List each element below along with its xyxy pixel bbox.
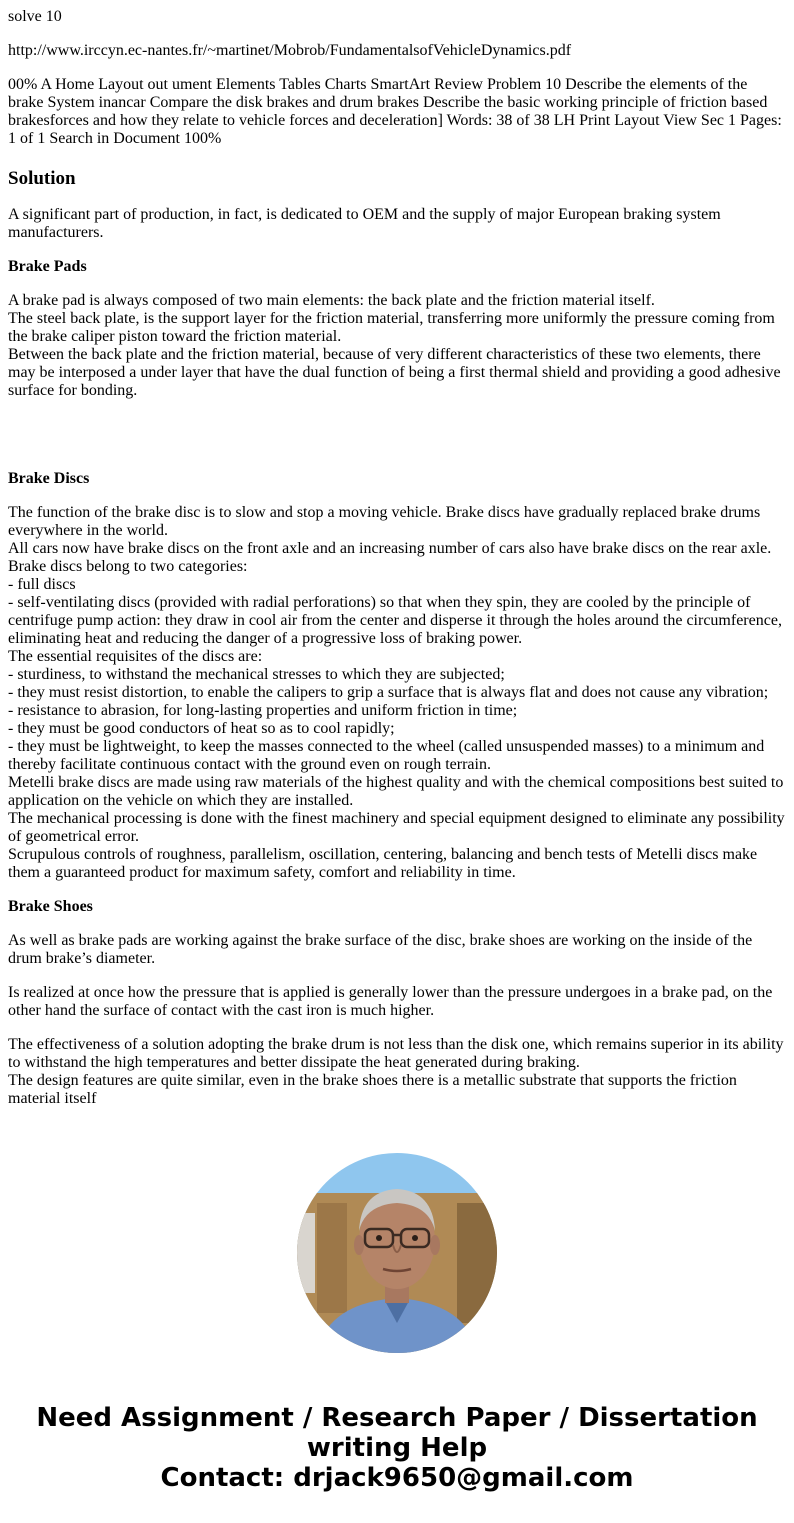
brake-pads-text (8, 292, 786, 400)
solution-intro: A significant part of production, in fact, is dedicated to OEM and the supply of major European braking system manufacturers. (8, 206, 721, 241)
brake-shoes-para1: As well as brake pads are working against the brake surface of the disc, brake shoes are working on the inside of the drum brake’s diameter. (8, 932, 753, 967)
author-avatar (297, 1153, 497, 1353)
promo-line: Need Assignment / Research Paper / Dissertation (36, 1403, 758, 1433)
brake-discs-line: - they must be lightweight, to keep the masses connected to the wheel (called unsuspended masses) to a minimum and thereby facilitate continuous contact with the ground even on rough terrain. (8, 738, 765, 773)
person-photo-icon (297, 1153, 497, 1353)
promo-line: writing Help (306, 1433, 488, 1463)
brake-discs-line: All cars now have brake discs on the front axle and an increasing number of cars also have brake discs on the rear axle. (8, 540, 772, 557)
brake-pads-line: The steel back plate, is the support layer for the friction material, transferring more uniformly the pressure coming from the brake caliper piston toward the friction material. (8, 310, 775, 345)
brake-discs-line: Metelli brake discs are made using raw materials of the highest quality and with the chemical compositions best suited to application on the vehicle on which they are installed. (8, 774, 784, 809)
solution-heading: Solution (8, 168, 76, 189)
brake-shoes-para2: Is realized at once how the pressure that is applied is generally lower than the pressure undergoes in a brake pad, on the other hand the surface of contact with the cast iron is much higher. (8, 984, 773, 1019)
brake-discs-line: The function of the brake disc is to slow and stop a moving vehicle. Brake discs have gradually replaced brake drums everywhere in the world. (8, 504, 761, 539)
brake-discs-line: - full discs (8, 576, 76, 593)
brake-discs-line: - resistance to abrasion, for long-lasting properties and uniform friction in time; (8, 702, 518, 719)
brake-discs-line: The mechanical processing is done with the finest machinery and special equipment designed to eliminate any possibility of geometrical error. (8, 810, 785, 845)
problem-text: 00% A Home Layout out ument Elements Tables Charts SmartArt Review Problem 10 Describe the elements of the brake System inancar Compare the disk brakes and drum brakes Describe the basic working principle of friction based brakesforces and how they relate to vehicle forces and deceleration] Words: 38 of 38 LH Print Layout View Sec 1 Pages: 1 of 1 Search in Document 100% (8, 76, 782, 147)
brake-discs-line: Brake discs belong to two categories: (8, 558, 248, 575)
brake-pads-line: Between the back plate and the friction material, because of very different characteristics of these two elements, there may be interposed a under layer that have the dual function of being a first thermal shield and providing a good adhesive surface for bonding. (8, 346, 781, 399)
promo-footer (0, 1403, 794, 1493)
brake-shoes-para3 (8, 1036, 786, 1108)
brake-discs-text (8, 504, 786, 882)
brake-discs-line: - self-ventilating discs (provided with radial perforations) so that when they spin, they are cooled by the principle of centrifuge pump action: they draw in cool air from the center and disperse it through the holes around the circumference, eliminating heat and reducing the danger of a progressive loss of braking power. (8, 594, 782, 647)
title-line: solve 10 (8, 8, 62, 25)
contact-email: Contact: drjack9650@gmail.com (160, 1463, 634, 1493)
brake-discs-line: The essential requisites of the discs are: (8, 648, 263, 665)
source-url: http://www.irccyn.ec-nantes.fr/~martinet/Mobrob/FundamentalsofVehicleDynamics.pdf (8, 42, 572, 59)
section-spacer (8, 416, 786, 470)
brake-shoes-line: The effectiveness of a solution adopting the brake drum is not less than the disk one, which remains superior in its ability to withstand the high temperatures and better dissipate the heat generated during braking. (8, 1036, 784, 1071)
brake-shoes-heading: Brake Shoes (8, 898, 93, 915)
brake-discs-line: - they must resist distortion, to enable the calipers to grip a surface that is always flat and does not cause any vibration; (8, 684, 769, 701)
brake-pads-line: A brake pad is always composed of two main elements: the back plate and the friction material itself. (8, 292, 655, 309)
brake-discs-line: Scrupulous controls of roughness, parallelism, oscillation, centering, balancing and bench tests of Metelli discs make them a guaranteed product for maximum safety, comfort and reliability in time. (8, 846, 758, 881)
brake-pads-heading: Brake Pads (8, 258, 87, 275)
brake-discs-heading: Brake Discs (8, 470, 90, 487)
brake-discs-line: - they must be good conductors of heat so as to cool rapidly; (8, 720, 395, 737)
brake-shoes-line: The design features are quite similar, even in the brake shoes there is a metallic substrate that supports the friction material itself (8, 1072, 737, 1107)
brake-discs-line: - sturdiness, to withstand the mechanical stresses to which they are subjected; (8, 666, 505, 683)
